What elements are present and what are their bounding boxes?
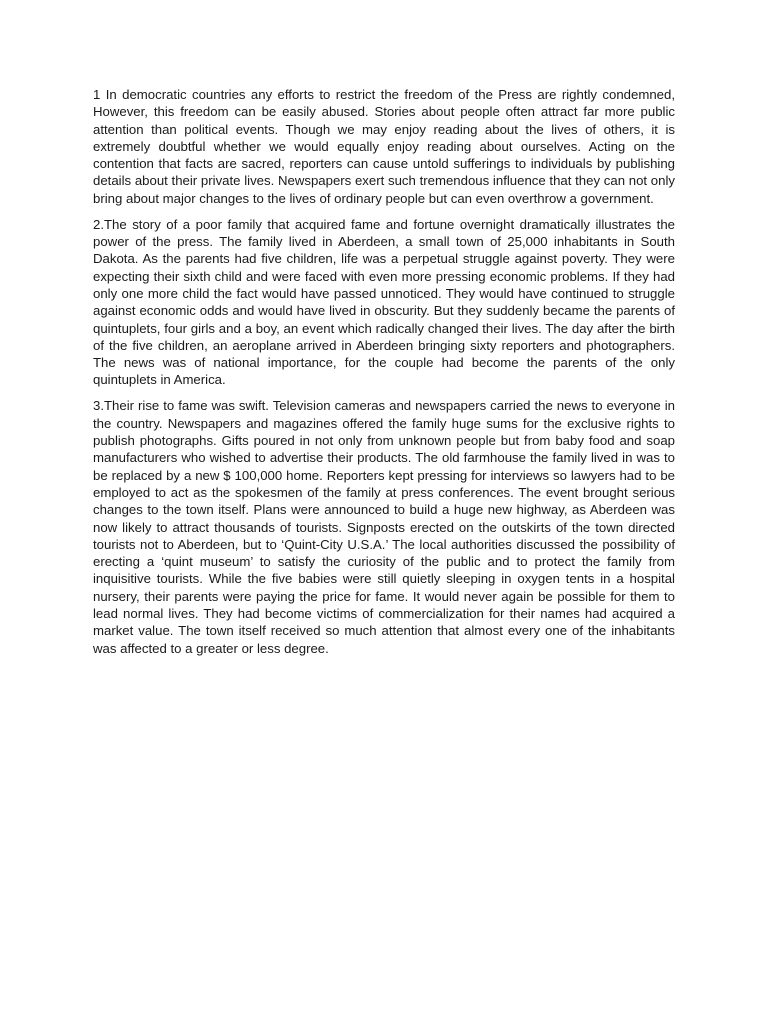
paragraph-2: 2.The story of a poor family that acquired fame and fortune overnight dramatically illustrates the power of the press. The family lived in Aberdeen, a small town of 25,000 inhabitants in South Dakota. As the parents had five children, life was a perpetual struggle against poverty. They were expecting their sixth child and were faced with even more pressing economic problems. If they had only one more child the fact would have passed unnoticed. They would have continued to struggle against economic odds and would have lived in obscurity. But they suddenly became the parents of quintuplets, four girls and a boy, an event which radically changed their lives. The day after the birth of the five children, an aeroplane arrived in Aberdeen bringing sixty reporters and photographers. The news was of national importance, for the couple had become the parents of the only quintuplets in America. [93,216,675,388]
paragraph-1: 1 In democratic countries any efforts to restrict the freedom of the Press are rightly condemned, However, this freedom can be easily abused. Stories about people often attract far more public attention than political events. Though we may enjoy reading about the lives of others, it is extremely doubtful whether we would equally enjoy reading about ourselves. Acting on the contention that facts are sacred, reporters can cause untold sufferings to individuals by publishing details about their private lives. Newspapers exert such tremendous influence that they can not only bring about major changes to the lives of ordinary people but can even overthrow a government. [93,87,675,206]
document-page [93,86,675,666]
paragraph-3: 3.Their rise to fame was swift. Television cameras and newspapers carried the news to everyone in the country. Newspapers and magazines offered the family huge sums for the exclusive rights to publish photographs. Gifts poured in not only from unknown people but from baby food and soap manufacturers who wished to advertise their products. The old farmhouse the family lived in was to be replaced by a new $ 100,000 home. Reporters kept pressing for interviews so lawyers had to be employed to act as the spokesmen of the family at press conferences. The event brought serious changes to the town itself. Plans were announced to build a huge new highway, as Aberdeen was now likely to attract thousands of tourists. Signposts erected on the outskirts of the town directed tourists not to Aberdeen, but to ‘Quint-City U.S.A.’ The local authorities discussed the possibility of erecting a ‘quint museum’ to satisfy the curiosity of the public and to protect the family from inquisitive tourists. While the five babies were still quietly sleeping in oxygen tents in a hospital nursery, their parents were paying the price for fame. It would never again be possible for them to lead normal lives. They had become victims of commercialization for their names had acquired a market value. The town itself received so much attention that almost every one of the inhabitants was affected to a greater or less degree. [93,398,675,656]
